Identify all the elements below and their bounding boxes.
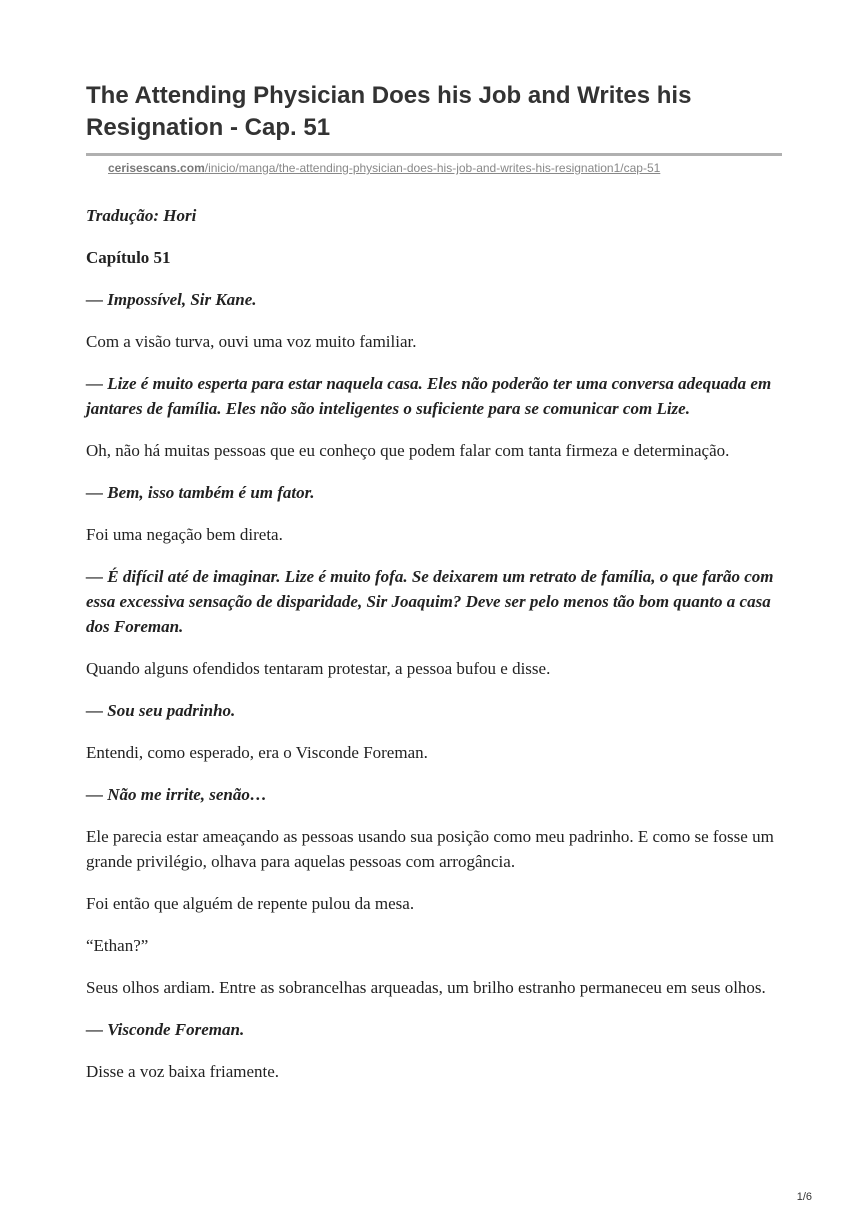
dialogue-paragraph: — Bem, isso também é um fator.: [86, 483, 315, 502]
narration-paragraph: Entendi, como esperado, era o Visconde Foreman.: [86, 743, 428, 762]
narration-paragraph: Com a visão turva, ouvi uma voz muito familiar.: [86, 332, 417, 351]
dialogue-paragraph: — É difícil até de imaginar. Lize é muito fofa. Se deixarem um retrato de família, o que farão com essa excessiva sensação de disparidade, Sir Joaquim? Deve ser pelo menos tão bom quanto a casa dos Foreman.: [86, 567, 774, 636]
chapter-body: [86, 203, 776, 1101]
source-path: /inicio/manga/the-attending-physician-does-his-job-and-writes-his-resignation1/cap-51: [204, 161, 661, 175]
narration-paragraph: “Ethan?”: [86, 936, 149, 955]
source-link[interactable]: [108, 161, 660, 175]
narration-paragraph: Quando alguns ofendidos tentaram protestar, a pessoa bufou e disse.: [86, 659, 551, 678]
narration-paragraph: Disse a voz baixa friamente.: [86, 1062, 280, 1081]
dialogue-paragraph: — Impossível, Sir Kane.: [86, 290, 257, 309]
narration-paragraph: Oh, não há muitas pessoas que eu conheço que podem falar com tanta firmeza e determinação.: [86, 441, 730, 460]
dialogue-paragraph: — Lize é muito esperta para estar naquela casa. Eles não poderão ter uma conversa adequada em jantares de família. Eles não são inteligentes o suficiente para se comunicar com Lize.: [86, 374, 772, 418]
page-number: 1/6: [796, 1191, 812, 1203]
chapter-heading: Capítulo 51: [86, 248, 171, 267]
source-domain: cerisescans.com: [108, 161, 205, 175]
narration-paragraph: Ele parecia estar ameaçando as pessoas usando sua posição como meu padrinho. E como se fosse um grande privilégio, olhava para aquelas pessoas com arrogância.: [86, 827, 774, 871]
dialogue-paragraph: — Visconde Foreman.: [86, 1020, 245, 1039]
dialogue-paragraph: — Sou seu padrinho.: [86, 701, 236, 720]
title-divider: [86, 153, 782, 156]
narration-paragraph: Seus olhos ardiam. Entre as sobrancelhas arqueadas, um brilho estranho permaneceu em seus olhos.: [86, 978, 766, 997]
narration-paragraph: Foi uma negação bem direta.: [86, 525, 283, 544]
narration-paragraph: Foi então que alguém de repente pulou da mesa.: [86, 894, 415, 913]
page-title: The Attending Physician Does his Job and Writes his Resignation - Cap. 51: [86, 82, 692, 141]
dialogue-paragraph: — Não me irrite, senão…: [86, 785, 267, 804]
translator-credit: Tradução: Hori: [86, 206, 197, 225]
